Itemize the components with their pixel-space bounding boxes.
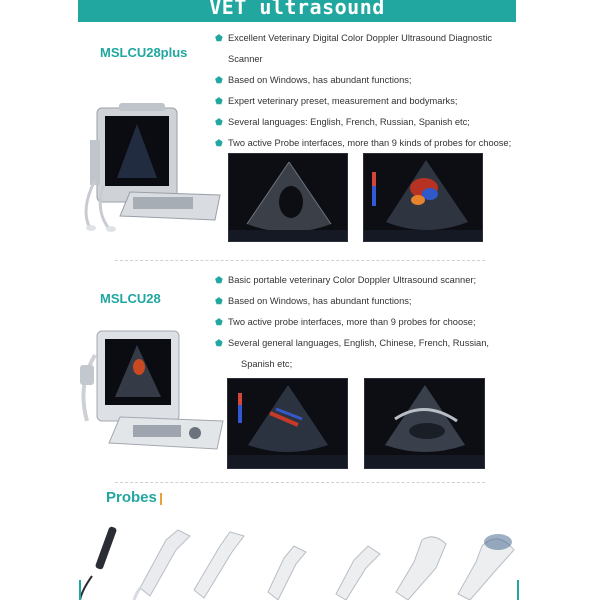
feature-list-2 [215,270,489,375]
section-divider [115,260,485,261]
probe-micro-convex [194,532,244,598]
probe-convex-small [336,546,380,600]
left-edge-accent [79,580,81,600]
scan-image-cardiac [228,153,348,242]
scan-image-abdominal [364,378,485,469]
probe-linear [134,530,190,600]
feature-item: ⬟ Basic portable veterinary Color Doppler Ultrasound scanner; [215,270,489,291]
right-edge-accent [517,580,519,600]
feature-item: ⬟ Expert veterinary preset, measurement and bodymarks; [215,91,511,112]
feature-item-continued: Scanner [228,54,263,64]
feature-item: ⬟ Based on Windows, has abundant functions; [215,291,489,312]
title-accent-bar [160,493,162,505]
model-name-2: MSLCU28 [100,291,161,306]
feature-item-continued: Spanish etc; [241,359,293,369]
header-banner [78,0,516,22]
probe-convex [396,537,446,600]
probe-phased-array [268,546,306,600]
feature-item: ⬟ Two active Probe interfaces, more than 9 kinds of probes for choose; [215,133,511,154]
scan-image-doppler-vessel [227,378,348,469]
scan-image-color-doppler [363,153,483,242]
feature-item: ⬟ Two active probe interfaces, more than 9 probes for choose; [215,312,489,333]
feature-item: ⬟ Based on Windows, has abundant functions; [215,70,511,91]
ultrasound-device-image-2 [75,325,225,455]
ultrasound-device-image-1 [75,100,225,235]
feature-item: ⬟ Several general languages, English, Chinese, French, Russian, [215,333,489,354]
model-name-1: MSLCU28plus [100,45,188,60]
probes-image [78,510,518,600]
banner-title: VET ultrasound [209,0,385,19]
probe-endocavity [80,526,117,600]
section-divider [115,482,485,483]
probe-convex-large [458,534,514,600]
feature-item: ⬟ Several languages: English, French, Russian, Spanish etc; [215,112,511,133]
probes-section-title: Probes [106,489,157,506]
feature-list-1 [215,28,511,154]
feature-item: ⬟ Excellent Veterinary Digital Color Doppler Ultrasound Diagnostic [215,28,511,49]
